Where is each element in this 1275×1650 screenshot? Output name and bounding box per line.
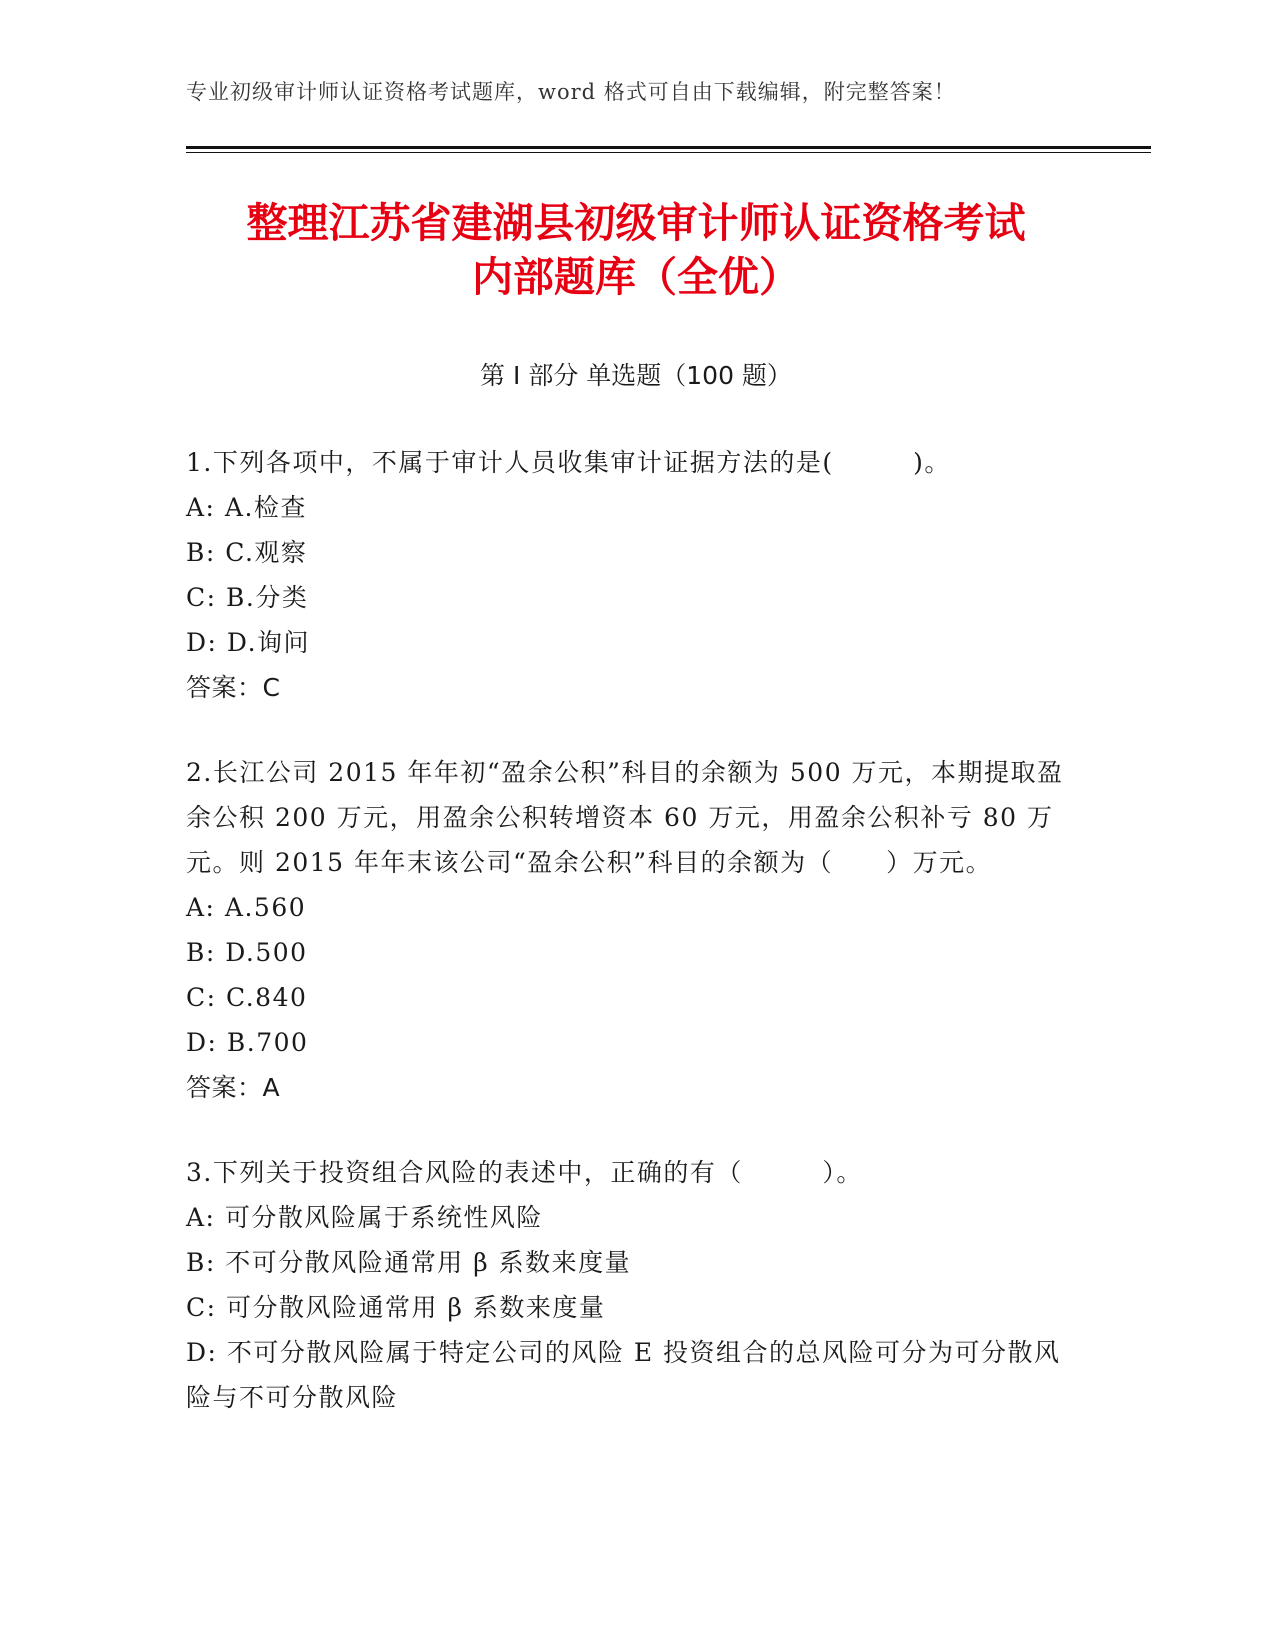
question-option-d: D: 不可分散风险属于特定公司的风险 E 投资组合的总风险可分为可分散风险与不可分散风险	[186, 1338, 1061, 1412]
question-stem: 1.下列各项中，不属于审计人员收集审计证据方法的是( )。	[186, 448, 951, 477]
question-answer: 答案：C	[186, 673, 281, 702]
question-3	[186, 1150, 1076, 1420]
question-stem: 3.下列关于投资组合风险的表述中，正确的有（ ）。	[186, 1158, 863, 1187]
document-title	[186, 196, 1086, 304]
header-rule-thin	[186, 152, 1151, 153]
question-list	[186, 440, 1076, 1420]
question-1	[186, 440, 1076, 710]
question-option-a: A: 可分散风险属于系统性风险	[186, 1203, 543, 1232]
question-option-b: B: C.观察	[186, 538, 308, 567]
header-note: 专业初级审计师认证资格考试题库，word 格式可自由下载编辑，附完整答案！	[186, 80, 956, 104]
document-title-line-1: 整理江苏省建湖县初级审计师认证资格考试	[246, 199, 1026, 247]
question-2	[186, 750, 1076, 1110]
question-option-c: C: C.840	[186, 983, 308, 1012]
section-title: 第 I 部分 单选题（100 题）	[480, 361, 792, 390]
question-option-c: C: 可分散风险通常用 β 系数来度量	[186, 1293, 606, 1322]
question-option-a: A: A.560	[186, 893, 307, 922]
question-option-a: A: A.检查	[186, 493, 307, 522]
question-answer: 答案：A	[186, 1073, 281, 1102]
question-stem: 2.长江公司 2015 年年初“盈余公积”科目的余额为 500 万元，本期提取盈余公积 200 万元，用盈余公积转增资本 60 万元，用盈余公积补亏 80 万元。则 2015 年年末该公司“盈余公积”科目的余额为（ ）万元。	[186, 758, 1064, 877]
header-rule-thick	[186, 146, 1151, 149]
document-title-line-2: 内部题库（全优）	[472, 253, 800, 301]
question-option-b: B: 不可分散风险通常用 β 系数来度量	[186, 1248, 632, 1277]
question-option-b: B: D.500	[186, 938, 308, 967]
question-option-d: D: B.700	[186, 1028, 309, 1057]
question-option-d: D: D.询问	[186, 628, 311, 657]
question-option-c: C: B.分类	[186, 583, 309, 612]
